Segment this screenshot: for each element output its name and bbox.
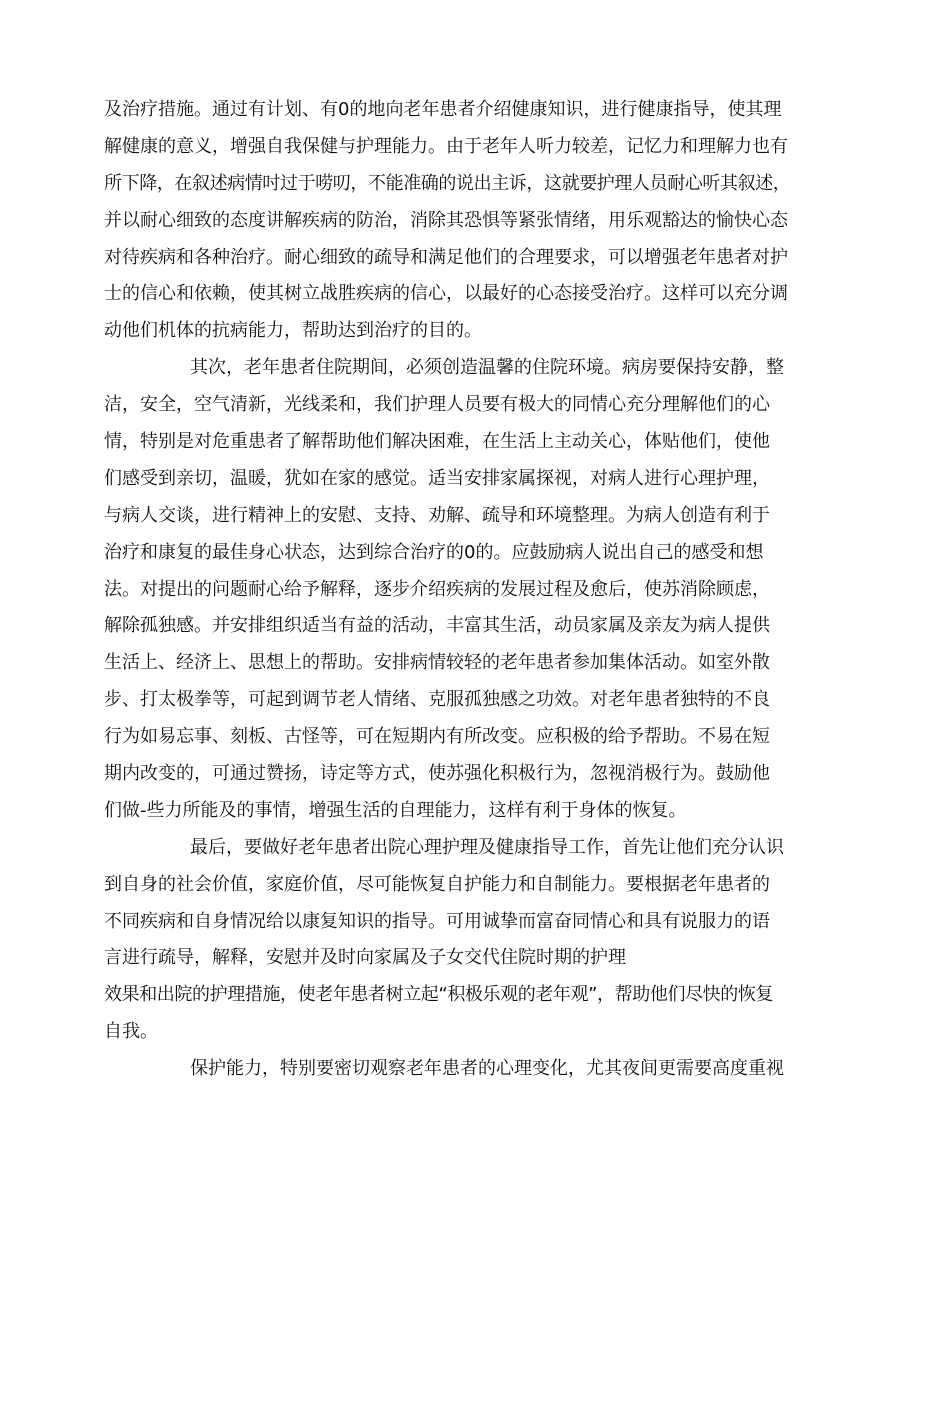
text-line: 到自身的社会价值，家庭价值，尽可能恢复自护能力和自制能力。要根据老年患者的 (104, 873, 770, 895)
text-line: 保护能力，特别要密切观察老年患者的心理变化，尤其夜间更需要高度重视 (190, 1058, 784, 1080)
text-line: 效果和出院的护理措施，使老年患者树立起“积极乐观的老年观”，帮助他们尽快的恢复 (104, 984, 774, 1006)
text-line: 法。对提出的问题耐心给予解释，逐步介绍疾病的发展过程及愈后，使苏消除顾虑， (104, 578, 770, 600)
text-line: 及治疗措施。通过有计划、有0的地向老年患者介绍健康知识，进行健康指导，使其理 (104, 99, 782, 120)
text-line: 洁，安全，空气清新，光线柔和，我们护理人员要有极大的同情心充分理解他们的心 (104, 394, 770, 416)
text-line: 解除孤独感。并安排组织适当有益的活动，丰富其生活，动员家属及亲友为病人提供 (104, 615, 770, 637)
text-line: 动他们机体的抗病能力，帮助达到治疗的目的。 (104, 320, 482, 342)
text-line: 期内改变的，可通过赞扬，诗定等方式，使苏强化积极行为，忽视消极行为。鼓励他 (104, 763, 770, 785)
paragraph-intro (104, 92, 864, 350)
text-line: 解健康的意义，增强自我保健与护理能力。由于老年人听力较差，记忆力和理解力也有 (104, 135, 788, 157)
text-line: 言进行疏导，解释，安慰并及时向家属及子女交代住院时期的护理 (104, 947, 626, 969)
text-line: 治疗和康复的最佳身心状态，达到综合治疗的0的。应鼓励病人说出自己的感受和想 (104, 541, 764, 563)
text-line: 生活上、经济上、思想上的帮助。安排病情较轻的老年患者参加集体活动。如室外散 (104, 652, 770, 674)
text-line: 对待疾病和各种治疗。耐心细致的疏导和满足他们的合理要求，可以增强老年患者对护 (104, 246, 788, 268)
text-line: 自我。 (104, 1021, 158, 1043)
paragraph-second (104, 350, 864, 830)
paragraph-third (104, 830, 864, 1051)
document-body (104, 92, 864, 1088)
text-line: 步、打太极拳等，可起到调节老人情绪、克服孤独感之功效。对老年患者独特的不良 (104, 689, 770, 711)
text-line: 与病人交谈，进行精神上的安慰、支持、劝解、疏导和环境整理。为病人创造有利于 (104, 504, 770, 526)
text-line: 情，特别是对危重患者了解帮助他们解决困难，在生活上主动关心，体贴他们，使他 (104, 431, 770, 453)
text-line: 其次，老年患者住院期间，必须创造温馨的住院环境。病房要保持安静，整 (190, 357, 784, 379)
text-line: 所下降，在叙述病情吋过于唠叨，不能准确的说出主诉，这就要护理人员耐心听其叙述， (104, 172, 791, 194)
text-line: 士的信心和依赖，使其树立战胜疾病的信心，以最好的心态接受治疗。这样可以充分调 (104, 283, 788, 305)
text-line: 并以耐心细致的态度讲解疾病的防治，消除其恐惧等紧张情绪，用乐观豁达的愉快心态 (104, 209, 788, 231)
text-line: 们做-些力所能及的事情，增强生活的自理能力，这样有利于身体的恢复。 (104, 799, 687, 821)
paragraph-fourth (104, 1051, 864, 1088)
text-line: 最后，要做好老年患者出院心理护理及健康指导工作，首先让他们充分认识 (190, 836, 784, 858)
text-line: 们感受到亲切，温暖，犹如在家的感觉。适当安排家属探视，对病人进行心理护理， (104, 467, 770, 489)
text-line: 行为如易忘事、刻板、古怪等，可在短期内有所改变。应积极的给予帮助。不易在短 (104, 726, 770, 748)
text-line: 不同疾病和自身情况给以康复知识的指导。可用诚挚而富奋同情心和具有说服力的语 (104, 910, 770, 932)
